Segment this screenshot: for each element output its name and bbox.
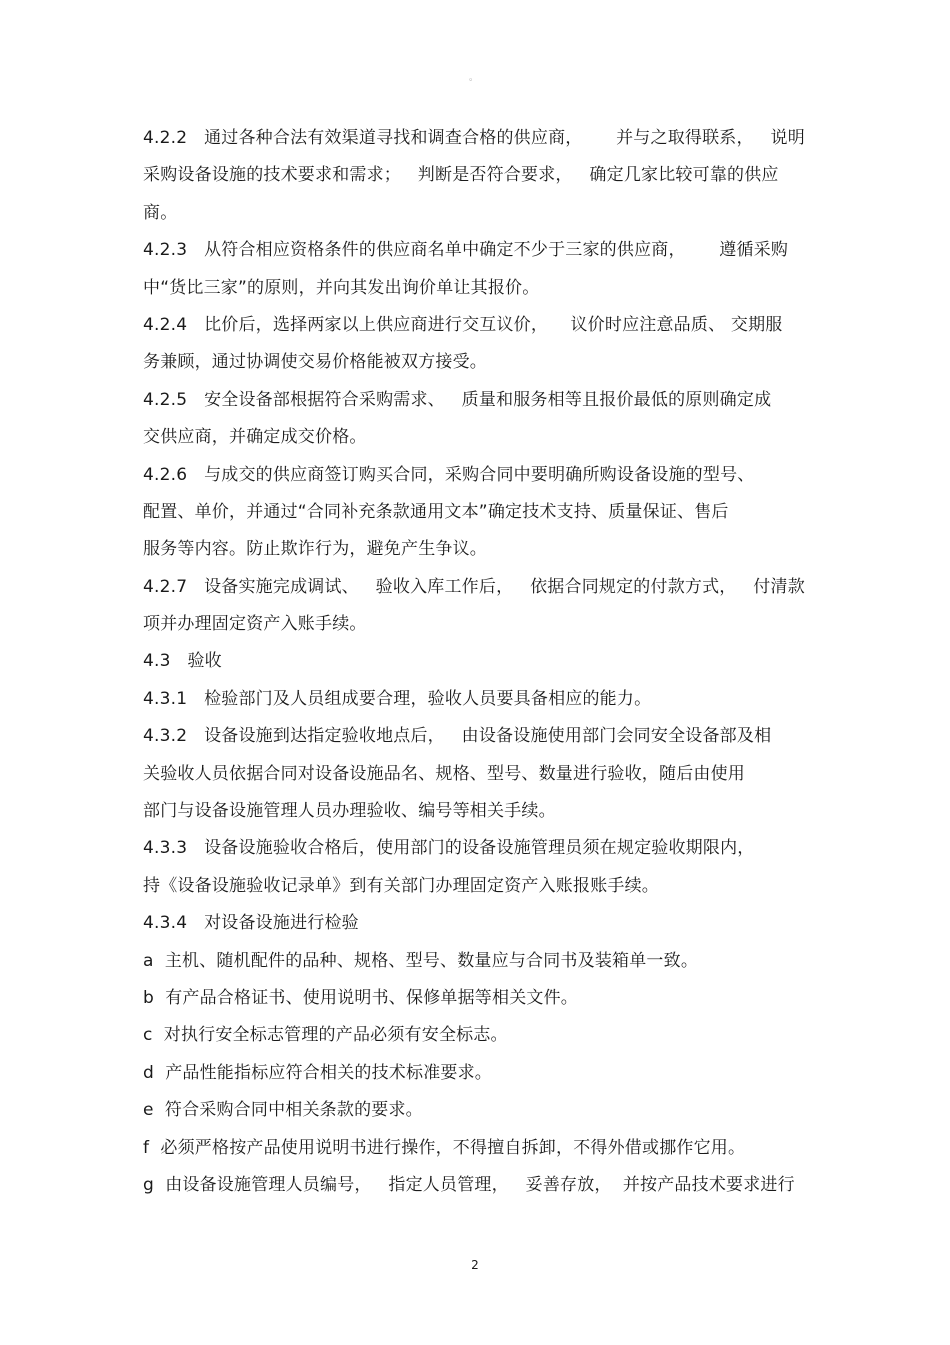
text-line: 务兼顾，通过协调使交易价格能被双方接受。 bbox=[143, 352, 487, 373]
list-item: a 主机、随机配件的品种、规格、型号、数量应与合同书及装箱单一致。 bbox=[143, 950, 699, 971]
list-item: c 对执行安全标志管理的产品必须有安全标志。 bbox=[143, 1025, 508, 1046]
page-number: 2 bbox=[471, 1258, 479, 1272]
list-item: g 由设备设施管理人员编号， 指定人员管理， 妥善存放， 并按产品技术要求进行 bbox=[143, 1174, 795, 1195]
text-line: 持《设备设施验收记录单》到有关部门办理固定资产入账报账手续。 bbox=[143, 875, 659, 896]
list-item: b 有产品合格证书、使用说明书、保修单据等相关文件。 bbox=[143, 987, 578, 1008]
text-line: 配置、单价，并通过“合同补充条款通用文本”确定技术支持、质量保证、售后 bbox=[143, 501, 729, 522]
text-line: 4.3.2 设备设施到达指定验收地点后， 由设备设施使用部门会同安全设备部及相 bbox=[143, 726, 772, 747]
text-line: 项并办理固定资产入账手续。 bbox=[143, 614, 367, 635]
text-line: 中“货比三家”的原则，并向其发出询价单让其报价。 bbox=[143, 277, 540, 298]
header-mark: 。 bbox=[469, 73, 479, 83]
text-line: 采购设备设施的技术要求和需求； 判断是否符合要求， 确定几家比较可靠的供应 bbox=[143, 165, 779, 186]
text-line: 交供应商，并确定成交价格。 bbox=[143, 427, 367, 448]
section-heading: 4.3 验收 bbox=[143, 651, 222, 672]
list-item: e 符合采购合同中相关条款的要求。 bbox=[143, 1100, 423, 1121]
text-line: 4.2.2 通过各种合法有效渠道寻找和调查合格的供应商， 并与之取得联系， 说明 bbox=[143, 128, 805, 148]
text-line: 4.3.4 对设备设施进行检验 bbox=[143, 913, 359, 934]
text-line: 4.3.3 设备设施验收合格后，使用部门的设备设施管理员须在规定验收期限内， bbox=[143, 838, 755, 859]
text-line: 关验收人员依据合同对设备设施品名、规格、型号、数量进行验收，随后由使用 bbox=[143, 763, 745, 784]
list-item: d 产品性能指标应符合相关的技术标准要求。 bbox=[143, 1062, 492, 1083]
text-line: 服务等内容。防止欺诈行为，避免产生争议。 bbox=[143, 539, 487, 560]
text-line: 4.2.5 安全设备部根据符合采购需求、 质量和服务相等且报价最低的原则确定成 bbox=[143, 389, 772, 410]
text-line: 4.2.6 与成交的供应商签订购买合同，采购合同中要明确所购设备设施的型号、 bbox=[143, 464, 755, 485]
text-line: 4.3.1 检验部门及人员组成要合理，验收人员要具备相应的能力。 bbox=[143, 688, 652, 709]
text-line: 商。 bbox=[143, 202, 178, 223]
document-body bbox=[143, 120, 823, 1204]
text-line: 4.2.4 比价后，选择两家以上供应商进行交互议价， 议价时应注意品质、 交期服 bbox=[143, 314, 783, 335]
text-line: 部门与设备设施管理人员办理验收、编号等相关手续。 bbox=[143, 801, 556, 822]
list-item: f 必须严格按产品使用说明书进行操作，不得擅自拆卸，不得外借或挪作它用。 bbox=[143, 1137, 746, 1158]
text-line: 4.2.3 从符合相应资格条件的供应商名单中确定不少于三家的供应商， 遵循采购 bbox=[143, 240, 789, 261]
text-line: 4.2.7 设备实施完成调试、 验收入库工作后， 依据合同规定的付款方式， 付清款 bbox=[143, 576, 805, 597]
